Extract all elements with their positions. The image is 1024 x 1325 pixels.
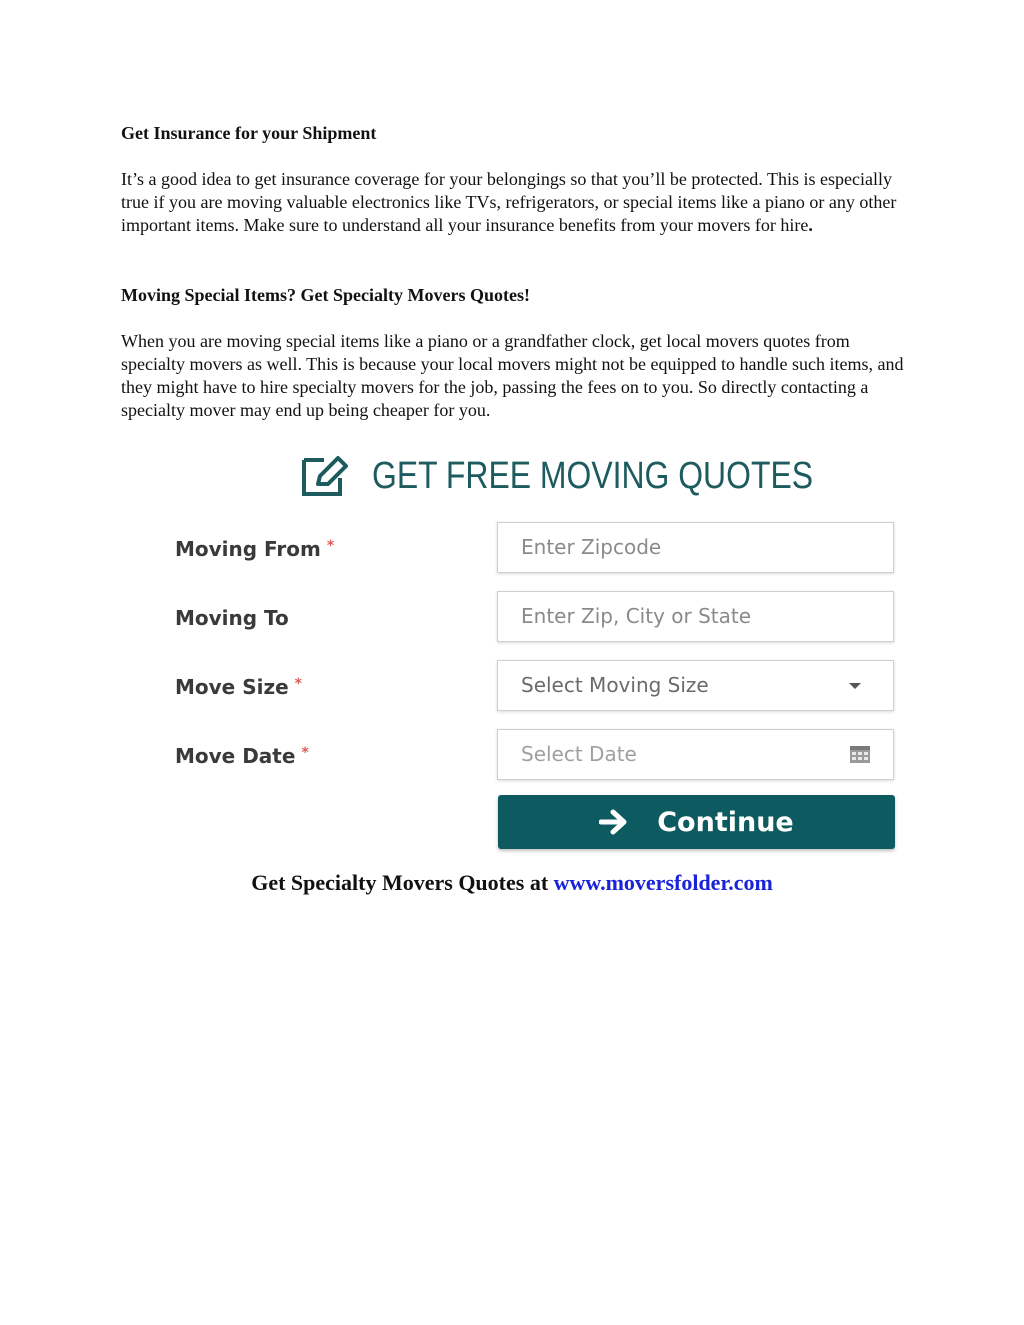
form-title bbox=[300, 452, 897, 500]
special-items-heading: Moving Special Items? Get Specialty Movers Quotes! bbox=[121, 285, 530, 305]
move-size-label-text: Move Size bbox=[175, 675, 289, 699]
footer-cta bbox=[0, 870, 1024, 896]
moving-from-label bbox=[175, 537, 334, 561]
move-size-label bbox=[175, 675, 302, 699]
form-title-text: GET FREE MOVING QUOTES bbox=[372, 454, 814, 497]
moving-from-label-text: Moving From bbox=[175, 537, 321, 561]
move-size-placeholder: Select Moving Size bbox=[521, 673, 709, 697]
footer-text: Get Specialty Movers Quotes at bbox=[251, 870, 554, 895]
moving-to-input[interactable] bbox=[497, 591, 894, 642]
moving-to-label bbox=[175, 606, 289, 630]
moving-from-input[interactable] bbox=[497, 522, 894, 573]
required-marker: * bbox=[294, 676, 302, 692]
edit-icon bbox=[300, 454, 350, 498]
move-size-select[interactable] bbox=[497, 660, 894, 711]
arrow-right-icon bbox=[599, 809, 629, 835]
required-marker: * bbox=[301, 745, 309, 761]
move-date-placeholder: Select Date bbox=[521, 742, 637, 766]
insurance-heading: Get Insurance for your Shipment bbox=[121, 123, 377, 143]
calendar-icon[interactable] bbox=[849, 744, 871, 764]
move-date-label bbox=[175, 744, 309, 768]
moving-to-label-text: Moving To bbox=[175, 606, 289, 630]
insurance-text: It’s a good idea to get insurance coverage for your belongings so that you’ll be protected. This is especially true if you are moving valuable electronics like TVs, refrigerators, or special items like a piano or any other important items. Make sure to understand all your insurance benefits from your movers for hire bbox=[121, 169, 897, 235]
special-items-paragraph: When you are moving special items like a piano or a grandfather clock, get local movers quotes from specialty movers as well. This is because your local movers might not be equipped to handle such items, and they might have to hire specialty movers for the job, passing the fees on to you. So directly contacting a specialty mover may end up being cheaper for you. bbox=[121, 331, 904, 420]
required-marker: * bbox=[326, 538, 335, 554]
chevron-down-icon bbox=[849, 683, 861, 689]
continue-button[interactable] bbox=[498, 795, 895, 849]
insurance-period: . bbox=[808, 215, 813, 235]
moving-to-placeholder: Enter Zip, City or State bbox=[521, 604, 752, 628]
move-date-input[interactable] bbox=[497, 729, 894, 780]
continue-label: Continue bbox=[657, 806, 794, 838]
moversfolder-link[interactable]: www.moversfolder.com bbox=[553, 870, 773, 895]
insurance-paragraph bbox=[121, 168, 911, 237]
move-date-label-text: Move Date bbox=[175, 744, 296, 768]
moving-from-placeholder: Enter Zipcode bbox=[521, 535, 662, 559]
